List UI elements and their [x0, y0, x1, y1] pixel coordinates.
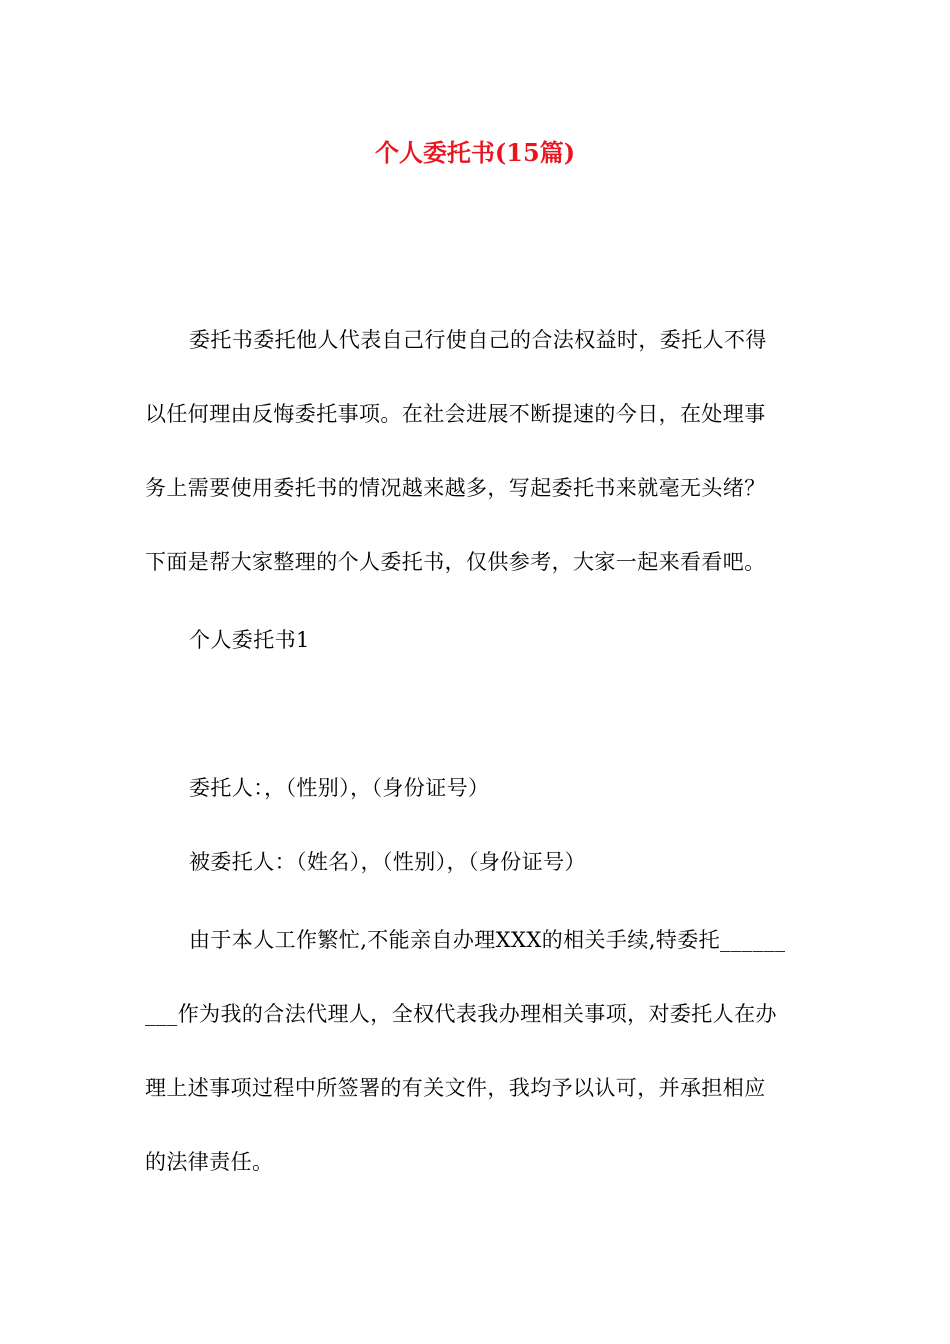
- body-line: ___作为我的合法代理人，全权代表我办理相关事项，对委托人在办: [145, 1002, 777, 1026]
- body-paragraph: [145, 903, 807, 1199]
- principal-block: [145, 751, 807, 899]
- section-heading-block: [145, 603, 807, 677]
- document-title: 个人委托书(15篇): [374, 138, 576, 167]
- intro-paragraph: [145, 303, 807, 599]
- body-line: 理上述事项过程中所签署的有关文件，我均予以认可，并承担相应: [145, 1076, 766, 1100]
- principal-line: 委托人：，（性别），（身份证号）: [189, 776, 490, 800]
- intro-line: 下面是帮大家整理的个人委托书，仅供参考，大家一起来看看吧。: [145, 550, 766, 574]
- intro-line: 以任何理由反悔委托事项。在社会进展不断提速的今日，在处理事: [145, 402, 766, 426]
- body-line: 由于本人工作繁忙,不能亲自办理XXX的相关手续,特委托______: [189, 928, 786, 952]
- intro-line: 委托书委托他人代表自己行使自己的合法权益时，委托人不得: [189, 328, 767, 352]
- intro-line: 务上需要使用委托书的情况越来越多，写起委托书来就毫无头绪？: [145, 476, 766, 500]
- agent-line: 被委托人：（姓名），（性别），（身份证号）: [189, 850, 586, 874]
- section-heading: 个人委托书1: [189, 628, 310, 652]
- body-line: 的法律责任。: [145, 1150, 274, 1174]
